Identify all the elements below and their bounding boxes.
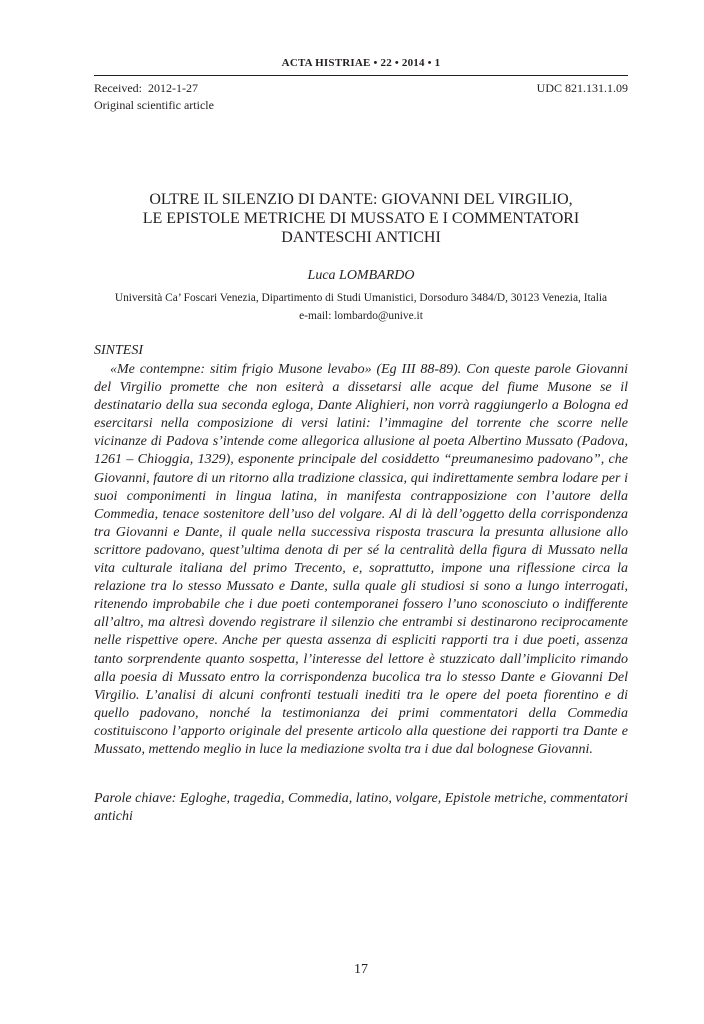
title-line-3: DANTESCHI ANTICHI <box>281 229 441 246</box>
article-meta <box>94 80 214 114</box>
article-title <box>94 190 628 247</box>
abstract-heading: SINTESI <box>94 343 143 358</box>
journal-header: ACTA HISTRIAE • 22 • 2014 • 1 <box>281 57 441 69</box>
udc-code: UDC 821.131.1.09 <box>536 81 628 95</box>
author-affiliation-block <box>94 289 628 325</box>
title-line-2: LE EPISTOLE METRICHE DI MUSSATO E I COMMENTATORI <box>142 210 580 227</box>
abstract-text: «Me contempne: sitim frigio Musone levabo» (Eg III 88-89). Con queste parole Giovanni del Virgilio promette che non esiterà a dissetarsi alle acque del fiume Musone se il destinatario della sua seconda egloga, Dante Alighieri, non vorrà raggiungerlo a Bologna ed esercitarsi nella composizione di versi latini: l’immagine del torrente che scorre nelle vicinanze di Padova s’intende come allegorica allusione al poeta Albertino Mussato (Padova, 1261 – Chioggia, 1329), esponente principale del cosiddetto “preumanesimo padovano”, che Giovanni, fautore di un ritorno alla tradizione classica, qui indirettamente sembra lodare per i suoi componimenti in lingua latina, in manifesta contrapposizione con l’autore della Commedia, tenace sostenitore dell’uso del volgare. Al di là dell’oggetto della corrispondenza tra Giovanni e Dante, il quale nella successiva risposta trascura la presunta allusione allo scrittore padovano, quest’ultima denota di per sé la centralità della figura di Mussato nella vita culturale italiana del primo Trecento, e, soprattutto, impone una riflessione circa la relazione tra lo stesso Mussato e Dante, sulla quale gli studiosi si sono a lungo interrogati, ritenendo improbabile che i due poeti contemporanei fossero l’uno sconosciuto o indifferente all’altro, ma altresì dovendo registrare il silenzio che entrambi si destinarono reciprocamente nelle rispettive opere. Anche per questa assenza di espliciti rapporti tra i due poeti, assenza tanto sorprendente quanto sospetta, l’interesse del lettore è stuzzicato dall’implicito rimando alla poesia di Mussato entro la corrispondenza bucolica tra lo stesso Dante e Giovanni Del Virgilio. L’analisi di alcuni confronti testuali inediti tra le opere del poeta fiorentino e di quello padovano, nonché la testimonianza dei primi commentatori della Commedia costituiscono l’apporto originale del presente articolo alla questione dei rapporti tra Dante e Mussato, mettendo meglio in luce la mediazione svolta tra i due dal bolognese Giovanni. <box>94 362 628 757</box>
header-rule <box>94 75 628 76</box>
article-type: Original scientific article <box>94 98 214 112</box>
keywords: Parole chiave: Egloghe, tragedia, Commedia, latino, volgare, Epistole metriche, commentatori antichi <box>94 791 628 825</box>
author-affiliation: Università Ca’ Foscari Venezia, Dipartimento di Studi Umanistici, Dorsoduro 3484/D, 30123 Venezia, Italia <box>114 292 608 304</box>
page-number: 17 <box>354 962 368 977</box>
author-email: e-mail: lombardo@unive.it <box>299 310 423 322</box>
author-name: Luca LOMBARDO <box>307 268 415 283</box>
title-line-1: OLTRE IL SILENZIO DI DANTE: GIOVANNI DEL VIRGILIO, <box>149 191 573 208</box>
received-date: Received: 2012-1-27 <box>94 81 198 95</box>
